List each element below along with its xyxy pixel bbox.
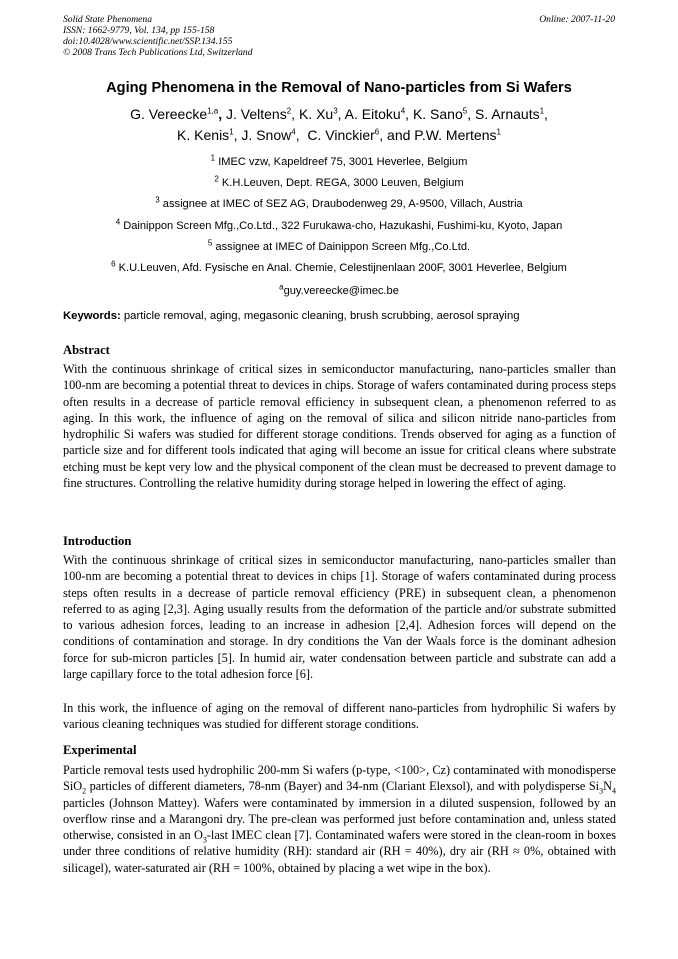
experimental-paragraph: Particle removal tests used hydrophilic 200-mm Si wafers (p-type, <100>, Cz) contaminated with monodisperse SiO$_2$ particles of different diameters, 78-nm (Bayer) and 34-nm (Clariant Elexsol), and with polydisperse $Si_3N_4$ particles (Johnson Mattey). Wafers were contaminated by immersion in a diluted suspension, followed by an overflow rinse and a Marangoni dry. The pre-clean was performed just before contamination and, unless stated otherwise, consisted in an $O_3$-last IMEC clean [7]. Contaminated wafers were stored in the clean-room in boxes under three conditions of relative humidity (RH): standard air (RH = 40%), dry air (RH ≈ 0%, obtained with silicagel), water-saturated air (RH = 100%, obtained by placing a wet wipe in the box).: [63, 763, 616, 875]
abstract-heading: Abstract: [63, 343, 110, 357]
keywords: [63, 310, 623, 322]
introduction-paragraph-2: In this work, the influence of aging on the removal of different nano-particles from hydrophilic Si wafers by various cleaning techniques was studied for different storage conditions.: [63, 701, 616, 732]
introduction-heading: Introduction: [63, 534, 132, 548]
author: K. Sano$^5$: [412, 106, 468, 122]
affiliation: $^3$ assignee at IMEC of SEZ AG, Draubodenweg 29, A-9500, Villach, Austria: [155, 195, 523, 211]
copyright-line: © 2008 Trans Tech Publications Ltd, Switzerland: [63, 47, 253, 58]
experimental-heading: Experimental: [63, 743, 137, 757]
author: G. Vereecke$^{1,a}$: [130, 106, 219, 122]
author: J. Veltens$^2$: [226, 106, 292, 122]
journal-header: [63, 14, 253, 58]
introduction-paragraph-1: With the continuous shrinkage of critical sizes in semiconductor manufacturing, nano-particles smaller than 100-nm are becoming a potential threat to devices in chips [1]. Storage of wafers contaminated during process steps often results in a decrease of particle removal efficiency (PRE) in subsequent clean, a phenomenon referred to as aging [2,3]. Aging usually results from the deformation of the particle and/or substrate submitted to various adhesion forces, leading to an increase in adhesion [2,4]. Adhesion forces will depend on the conditions of contamination and storage. In dry conditions the Van der Waals force is the dominant adhesion force for sub-micron particles [5]. In humid air, water condensation between particle and substrate can add a large capillary force to the total adhesion force [6].: [63, 553, 616, 682]
affiliation: $^2$ K.H.Leuven, Dept. REGA, 3000 Leuven, Belgium: [214, 174, 464, 190]
affiliation: $^4$ Dainippon Screen Mfg.,Co.Ltd., 322 Furukawa-cho, Hazukashi, Fushimi-ku, Kyoto, Japan: [115, 216, 563, 232]
author: P.W. Mertens$^1$: [414, 127, 501, 143]
journal-name: Solid State Phenomena: [63, 14, 152, 25]
online-date: Online: 2007-11-20: [539, 14, 615, 25]
author: K. Kenis$^1$: [177, 127, 234, 143]
keywords-label: Keywords:: [63, 310, 121, 322]
paper-title: Aging Phenomena in the Removal of Nano-particles from Si Wafers: [106, 80, 572, 96]
affiliation: $^5$ assignee at IMEC of Dainippon Screen Mfg.,Co.Ltd.: [207, 238, 471, 253]
affiliation: $^6$ K.U.Leuven, Afd. Fysische en Anal. Chemie, Celestijnenlaan 200F, 3001 Heverlee, Belgium: [111, 259, 567, 274]
author: S. Arnauts$^1$: [475, 106, 545, 122]
author-list: G. Vereecke$^{1,a}$, J. Veltens$^2$, K. Xu$^3$, A. Eitoku$^4$, K. Sano$^5$, S. Arnauts$^1$, K. Kenis$^1$, J. Snow$^4$, C. Vinckier$^6$, and P.W. Mertens$^1$: [130, 106, 548, 143]
author: C. Vinckier$^6$: [307, 127, 380, 143]
author: J. Snow$^4$: [241, 127, 296, 143]
abstract-text: With the continuous shrinkage of critical sizes in semiconductor manufacturing, nano-particles smaller than 100-nm are becoming a potential threat to devices in chips. Storage of wafers contaminated during process steps often results in a decrease of particle removal efficiency in subsequent clean, a phenomenon referred to as aging. In this work, the influence of aging on the removal of silica and silicon nitride nano-particles from hydrophilic Si wafers was studied for different storage conditions. Trends observed for aging as a function of particle size and for different tools indicated that aging will become an issue for critical cleans where substrate etching must be kept very low and the physical component of the clean must be decreased to prevent damage to fine structures. Controlling the relative humidity during storage helped in lowering the effect of aging.: [63, 362, 616, 491]
author: A. Eitoku$^4$: [344, 106, 406, 122]
contact-email: $^a$guy.vereecke@imec.be: [279, 282, 399, 298]
issn-line: ISSN: 1662-9779, Vol. 134, pp 155-158: [63, 25, 215, 36]
keywords-text: particle removal, aging, megasonic cleaning, brush scrubbing, aerosol spraying: [120, 310, 520, 322]
doi-line: doi:10.4028/www.scientific.net/SSP.134.155: [63, 36, 233, 47]
author: K. Xu$^3$: [298, 106, 338, 122]
affiliation: $^1$ IMEC vzw, Kapeldreef 75, 3001 Heverlee, Belgium: [210, 153, 468, 168]
affiliation-list: [40, 152, 638, 300]
